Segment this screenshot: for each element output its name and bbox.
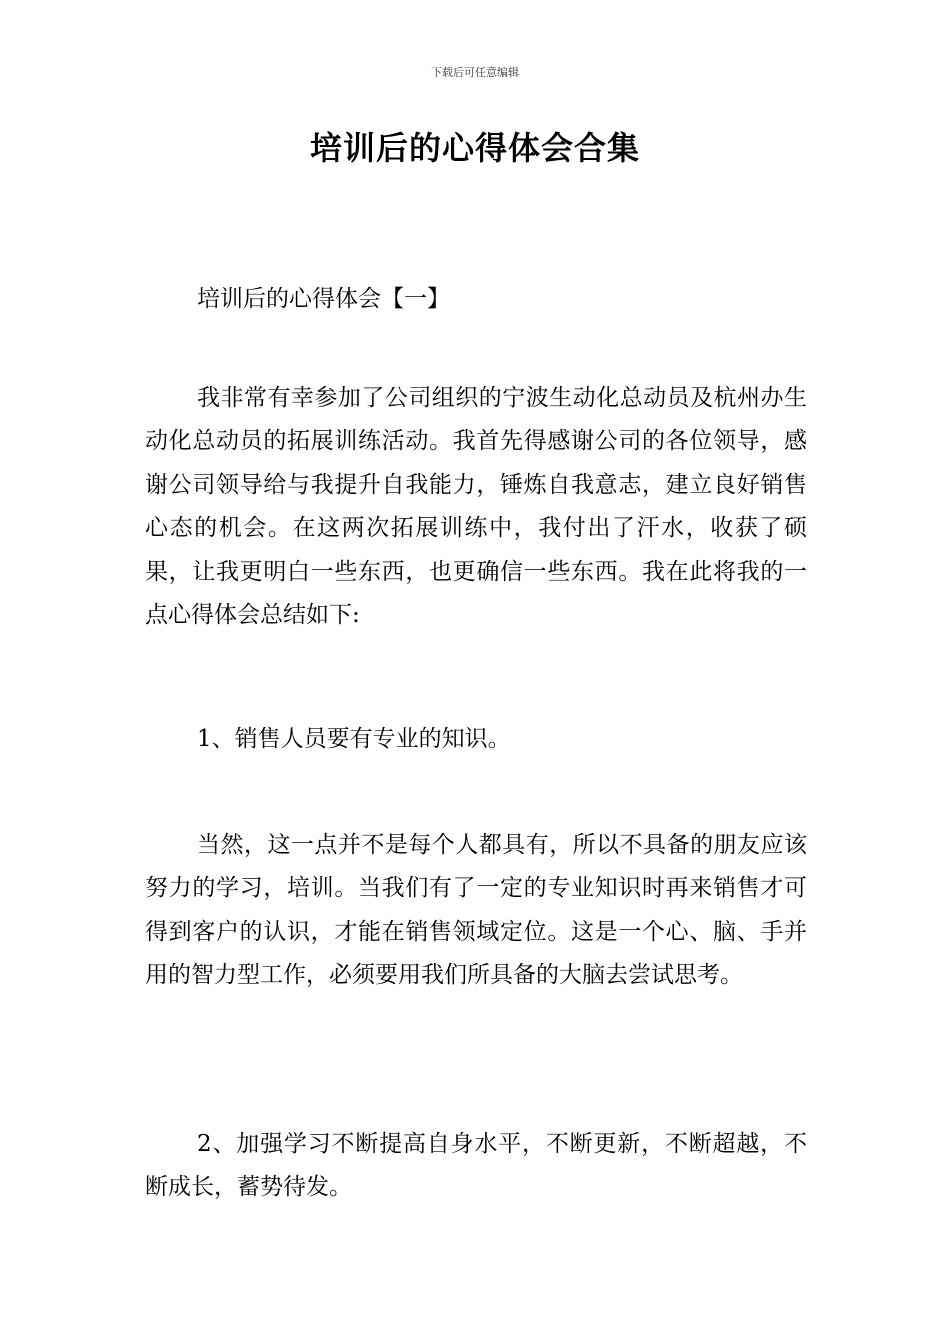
point-2-heading: 2、加强学习不断提高自身水平，不断更新，不断超越，不断成长，蓄势待发。	[145, 1131, 807, 1201]
paragraph-point-1: 当然，这一点并不是每个人都具有，所以不具备的朋友应该努力的学习，培训。当我们有了一定的专业知识时再来销售才可得到客户的认识，才能在销售领域定位。这是一个心、脑、手并用的智力型工作，必须要用我们所具备的大脑去尝试思考。	[145, 832, 807, 989]
header-note: 下载后可任意编辑	[431, 66, 519, 79]
document-title: 培训后的心得体会合集	[309, 129, 640, 167]
section-heading-1: 培训后的心得体会【一】	[197, 286, 450, 312]
point-1-heading: 1、销售人员要有专业的知识。	[197, 726, 511, 752]
paragraph-intro: 我非常有幸参加了公司组织的宁波生动化总动员及杭州办生动化总动员的拓展训练活动。我首先得感谢公司的各位领导，感谢公司领导给与我提升自我能力，锤炼自我意志，建立良好销售心态的机会。在这两次拓展训练中，我付出了汗水，收获了硕果，让我更明白一些东西，也更确信一些东西。我在此将我的一点心得体会总结如下:	[145, 385, 807, 629]
